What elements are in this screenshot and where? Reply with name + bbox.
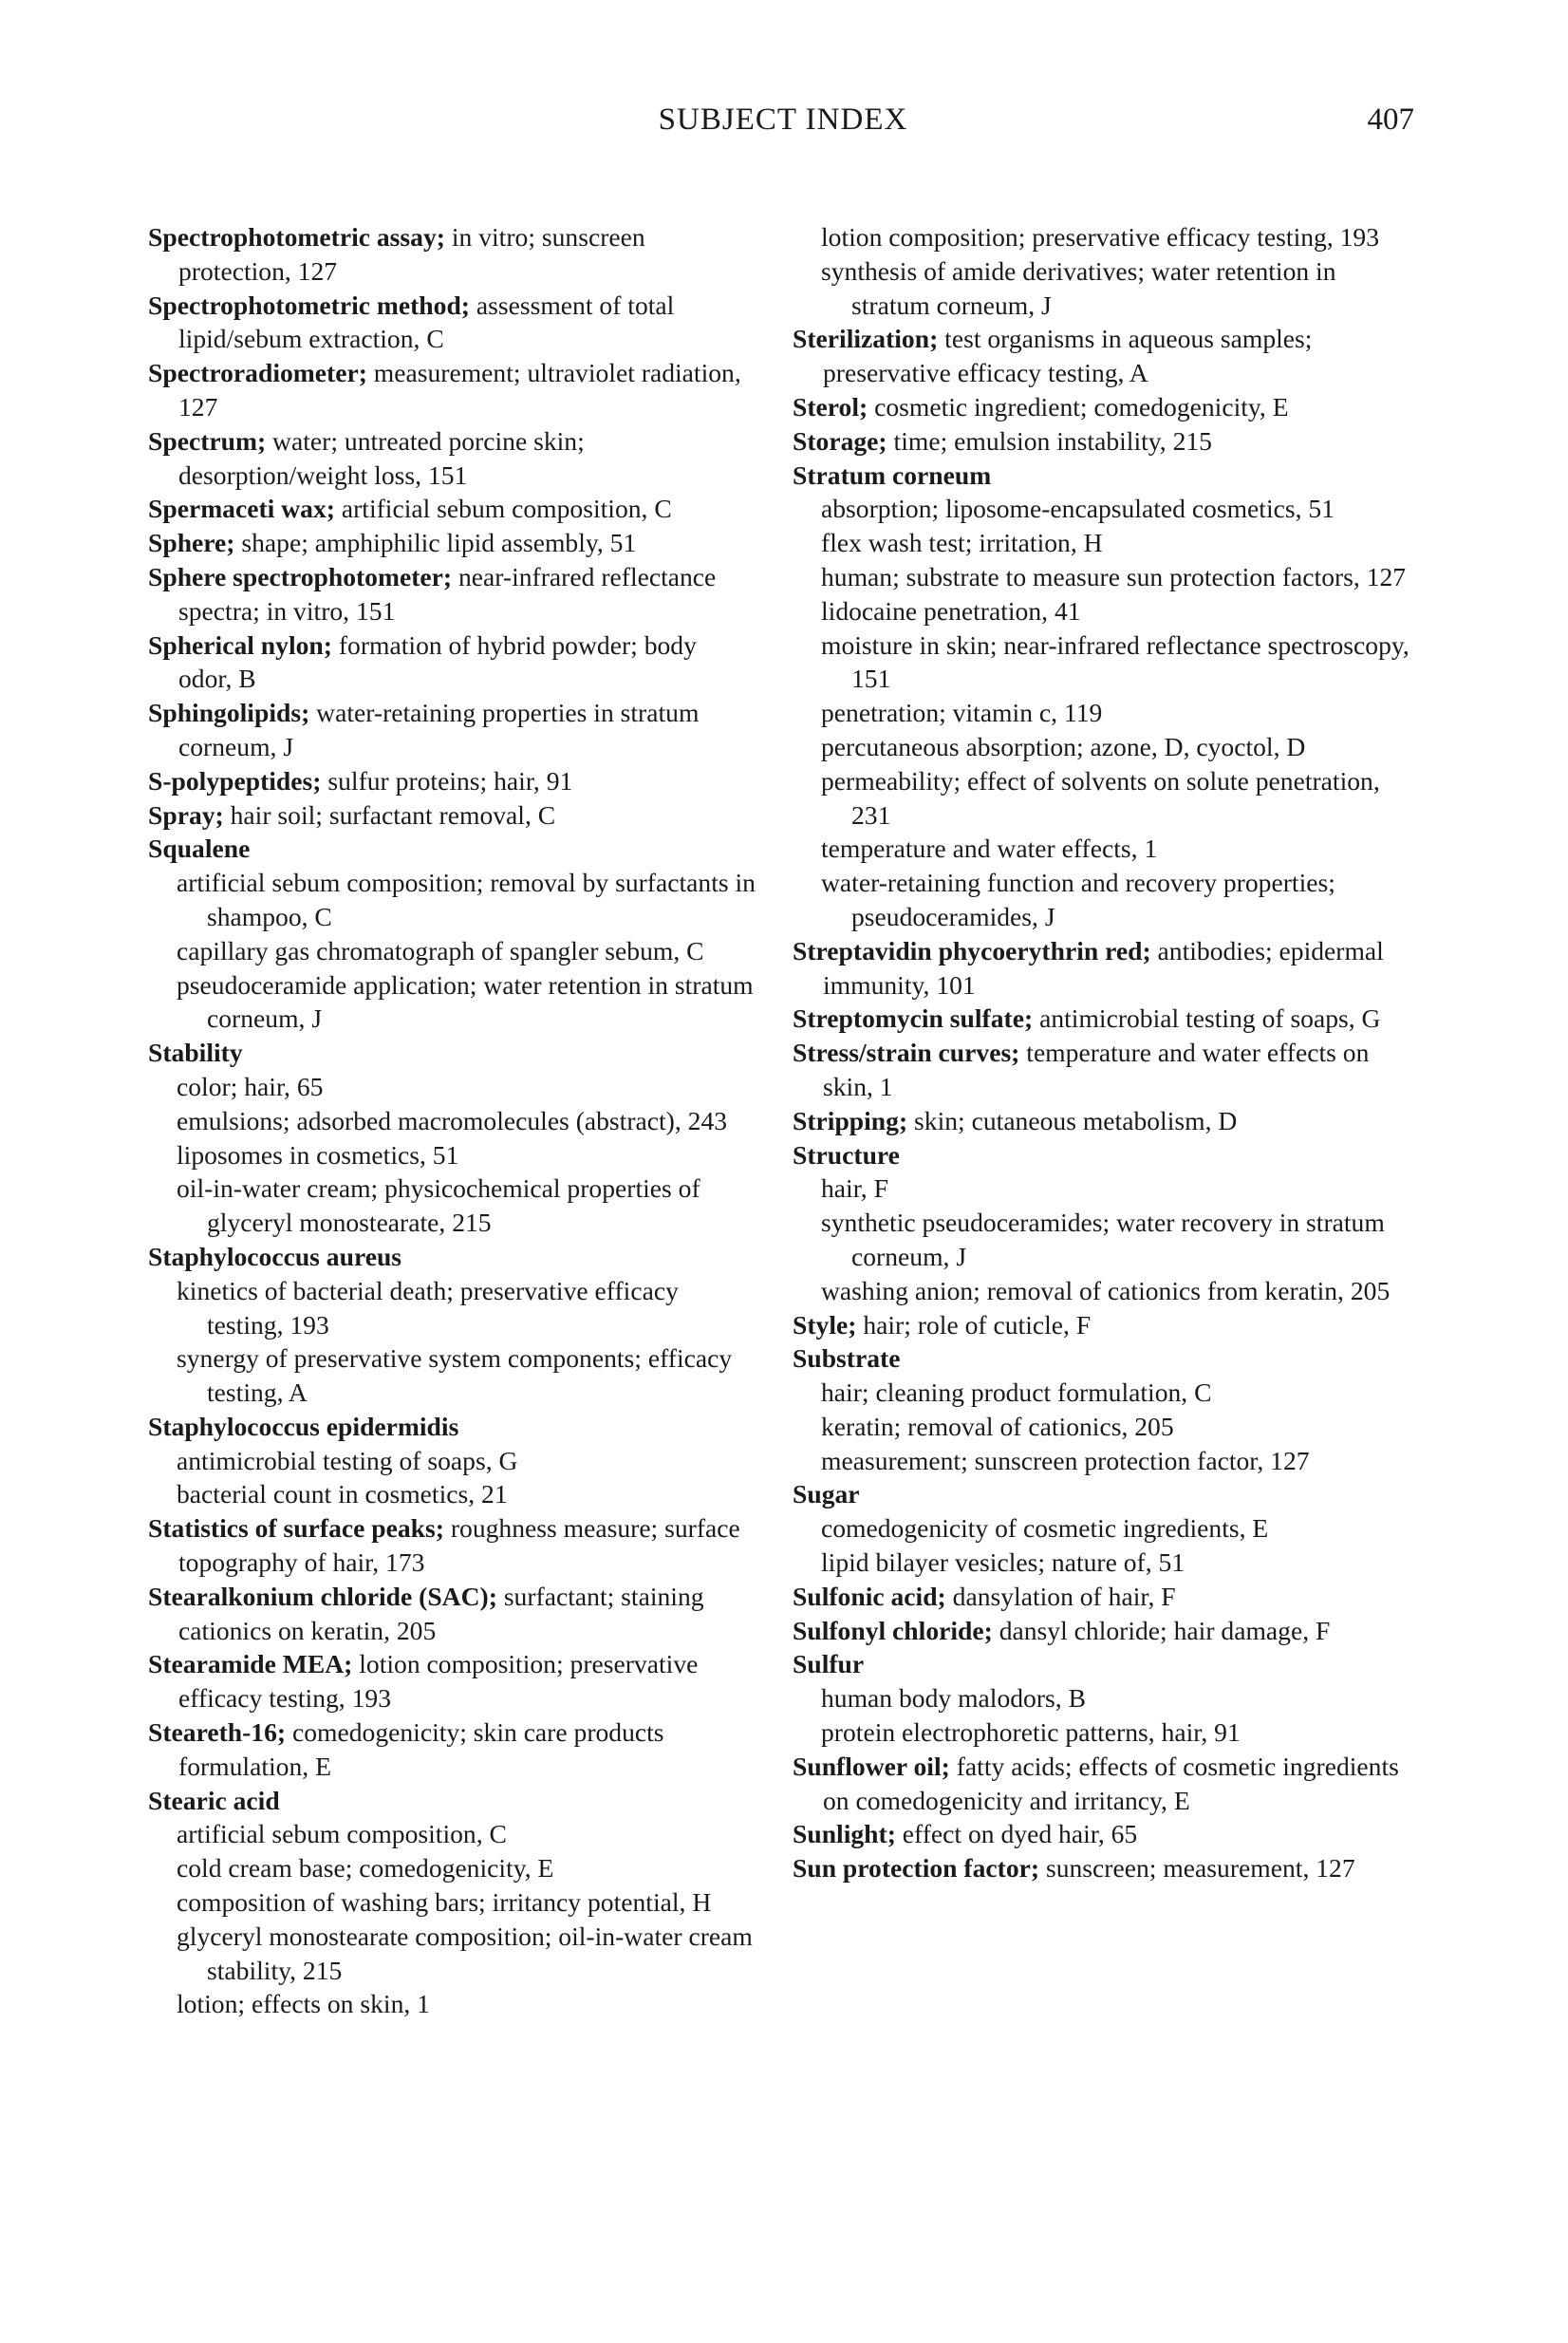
index-entry — [148, 1784, 756, 1818]
entry-text: near-infrared reflectance spectra; in vitro, 151 — [178, 561, 717, 626]
entry-heading: Spectrum; — [148, 425, 267, 456]
index-subentry — [793, 1172, 1419, 1206]
entry-text: hair; cleaning product formulation, C — [821, 1378, 1212, 1408]
index-subentry — [793, 628, 1419, 697]
entry-heading: Sugar — [793, 1479, 860, 1509]
entry-text: kinetics of bacterial death; preservative efficacy testing, 193 — [177, 1275, 679, 1340]
index-subentry — [148, 1341, 756, 1410]
index-entry — [148, 1240, 756, 1274]
index-subentry — [793, 1444, 1419, 1478]
entry-text: artificial sebum composition; removal by surfactants in shampoo, C — [177, 868, 756, 931]
entry-heading: Statistics of surface peaks; — [148, 1513, 444, 1544]
entry-heading: Spectrophotometric assay; — [148, 222, 445, 252]
entry-heading: Stearalkonium chloride (SAC); — [148, 1581, 497, 1611]
entry-heading: Sphere spectrophotometer; — [148, 561, 453, 591]
entry-heading: Storage; — [793, 425, 887, 456]
entry-heading: Sunflower oil; — [793, 1751, 950, 1781]
index-subentry — [148, 1138, 756, 1172]
entry-heading: Sulfur — [793, 1649, 865, 1679]
entry-heading: Steareth-16; — [148, 1717, 287, 1748]
index-entry — [148, 356, 756, 424]
entry-heading: Sun protection factor; — [793, 1853, 1040, 1884]
index-entry — [793, 1614, 1419, 1648]
entry-heading: Spray; — [148, 799, 224, 830]
index-subentry — [793, 1511, 1419, 1546]
entry-text: synergy of preservative system components; efficacy testing, A — [177, 1343, 733, 1408]
entry-heading: Sunlight; — [793, 1819, 896, 1849]
entry-text: fatty acids; effects of cosmetic ingredients on comedogenicity and irritancy, E — [823, 1751, 1399, 1815]
entry-text: washing anion; removal of cationics from keratin, 205 — [821, 1275, 1391, 1305]
index-entry — [148, 560, 756, 628]
entry-heading: Stress/strain curves; — [793, 1038, 1020, 1068]
entry-text: penetration; vitamin c, 119 — [821, 698, 1103, 728]
index-entry — [148, 526, 756, 560]
index-column-right — [793, 220, 1419, 1885]
entry-text: cold cream base; comedogenicity, E — [177, 1853, 554, 1884]
entry-text: shape; amphiphilic lipid assembly, 51 — [234, 528, 637, 558]
entry-heading: Sterilization; — [793, 324, 939, 354]
entry-heading: Streptomycin sulfate; — [793, 1003, 1034, 1034]
index-entry — [793, 1477, 1419, 1511]
entry-text: formation of hybrid powder; body odor, B — [178, 629, 697, 694]
entry-text: assessment of total lipid/sebum extraction, C — [178, 290, 675, 354]
entry-heading: Stripping; — [793, 1105, 908, 1135]
entry-text: hair; role of cuticle, F — [856, 1309, 1092, 1340]
index-subentry — [793, 1376, 1419, 1410]
entry-text: lotion composition; preservative efficacy testing, 193 — [178, 1649, 699, 1714]
page-number: 407 — [1367, 103, 1414, 137]
index-entry — [148, 628, 756, 697]
entry-heading: Sulfonic acid; — [793, 1581, 946, 1611]
entry-text: hair, F — [821, 1173, 888, 1204]
index-subentry — [793, 220, 1419, 254]
index-subentry — [148, 1104, 756, 1138]
entry-text: dansyl chloride; hair damage, F — [992, 1615, 1331, 1645]
index-entry — [793, 322, 1419, 390]
index-subentry — [148, 1987, 756, 2021]
index-entry — [793, 1580, 1419, 1614]
entry-text: lotion composition; preservative efficacy testing, 193 — [821, 222, 1380, 252]
entry-text: protein electrophoretic patterns, hair, 91 — [821, 1717, 1241, 1748]
entry-text: measurement; ultraviolet radiation, 127 — [178, 358, 741, 422]
entry-text: liposomes in cosmetics, 51 — [177, 1139, 459, 1170]
index-entry — [148, 1036, 756, 1070]
entry-heading: Substrate — [793, 1343, 901, 1374]
index-entry — [793, 424, 1419, 459]
index-entry — [793, 1817, 1419, 1851]
index-entry — [793, 1851, 1419, 1885]
entry-heading: S-polypeptides; — [148, 765, 322, 796]
index-subentry — [793, 696, 1419, 730]
entry-text: bacterial count in cosmetics, 21 — [177, 1479, 508, 1509]
index-subentry — [793, 1410, 1419, 1444]
index-entry — [148, 1580, 756, 1648]
index-subentry — [793, 560, 1419, 594]
index-entry — [148, 764, 756, 798]
entry-text: comedogenicity; skin care products formulation, E — [178, 1717, 664, 1781]
entry-text: dansylation of hair, F — [945, 1581, 1176, 1611]
entry-heading: Spermaceti wax; — [148, 494, 335, 524]
index-entry — [148, 1647, 756, 1715]
entry-heading: Stearic acid — [148, 1785, 280, 1815]
index-column-left — [148, 220, 756, 2021]
entry-text: skin; cutaneous metabolism, D — [907, 1105, 1238, 1135]
entry-heading: Stability — [148, 1038, 243, 1068]
index-subentry — [148, 1885, 756, 1920]
entry-heading: Sphere; — [148, 528, 235, 558]
entry-text: comedogenicity of cosmetic ingredients, E — [821, 1513, 1269, 1544]
entry-heading: Sphingolipids; — [148, 698, 310, 728]
index-entry — [148, 1511, 756, 1580]
index-subentry — [148, 1817, 756, 1851]
entry-text: artificial sebum composition, C — [334, 494, 672, 524]
index-entry — [148, 220, 756, 289]
entry-heading: Stratum corneum — [793, 459, 992, 490]
index-entry — [148, 424, 756, 493]
index-subentry — [148, 1274, 756, 1342]
entry-heading: Squalene — [148, 834, 251, 864]
index-subentry — [793, 764, 1419, 833]
index-subentry — [793, 492, 1419, 526]
entry-heading: Spherical nylon; — [148, 629, 332, 660]
index-entry — [148, 696, 756, 764]
entry-text: water; untreated porcine skin; desorption/weight loss, 151 — [178, 425, 585, 490]
entry-text: synthesis of amide derivatives; water retention in stratum corneum, J — [821, 255, 1336, 320]
index-subentry — [793, 1274, 1419, 1308]
entry-text: sunscreen; measurement, 127 — [1039, 1853, 1355, 1884]
entry-text: capillary gas chromatograph of spangler sebum, C — [177, 935, 704, 965]
entry-text: keratin; removal of cationics, 205 — [821, 1411, 1174, 1441]
index-subentry — [148, 1444, 756, 1478]
entry-heading: Spectroradiometer; — [148, 358, 367, 388]
index-subentry — [793, 832, 1419, 866]
index-entry — [793, 1341, 1419, 1376]
entry-text: emulsions; adsorbed macromolecules (abstract), 243 — [177, 1105, 728, 1135]
entry-text: lotion; effects on skin, 1 — [177, 1989, 430, 2019]
entry-text: pseudoceramide application; water retention in stratum corneum, J — [177, 969, 754, 1034]
index-entry — [148, 832, 756, 866]
entry-heading: Staphylococcus epidermidis — [148, 1411, 459, 1441]
entry-text: lidocaine penetration, 41 — [821, 595, 1081, 626]
entry-text: temperature and water effects, 1 — [821, 834, 1158, 864]
entry-text: antimicrobial testing of soaps, G — [177, 1445, 518, 1475]
entry-text: sulfur proteins; hair, 91 — [321, 765, 573, 796]
entry-text: moisture in skin; near-infrared reflectance spectroscopy, 151 — [821, 629, 1409, 694]
entry-heading: Sulfonyl chloride; — [793, 1615, 993, 1645]
entry-text: temperature and water effects on skin, 1 — [823, 1038, 1370, 1101]
index-subentry — [793, 1681, 1419, 1715]
index-entry — [793, 390, 1419, 424]
index-entry — [148, 289, 756, 357]
entry-text: human body malodors, B — [821, 1683, 1086, 1714]
entry-heading: Style; — [793, 1309, 857, 1340]
index-entry — [793, 1002, 1419, 1036]
entry-text: glyceryl monostearate composition; oil-in-water cream stability, 215 — [177, 1921, 753, 1985]
index-entry — [793, 934, 1419, 1003]
entry-heading: Structure — [793, 1139, 900, 1170]
entry-text: time; emulsion instability, 215 — [887, 425, 1212, 456]
entry-text: test organisms in aqueous samples; preservative efficacy testing, A — [823, 324, 1313, 388]
entry-heading: Streptavidin phycoerythrin red; — [793, 935, 1151, 965]
running-title: SUBJECT INDEX — [658, 103, 908, 137]
entry-text: roughness measure; surface topography of hair, 173 — [178, 1513, 740, 1578]
entry-text: composition of washing bars; irritancy potential, H — [177, 1887, 712, 1918]
index-entry — [148, 1715, 756, 1784]
entry-text: color; hair, 65 — [177, 1071, 324, 1101]
entry-text: in vitro; sunscreen protection, 127 — [178, 222, 645, 286]
index-entry — [793, 1104, 1419, 1138]
index-subentry — [793, 1206, 1419, 1274]
index-entry — [793, 1036, 1419, 1104]
index-subentry — [148, 866, 756, 934]
entry-text: percutaneous absorption; azone, D, cyoctol, D — [821, 731, 1306, 761]
index-entry — [793, 1647, 1419, 1681]
entry-text: measurement; sunscreen protection factor, 127 — [821, 1445, 1310, 1475]
index-subentry — [793, 730, 1419, 764]
entry-heading: Spectrophotometric method; — [148, 290, 470, 320]
entry-text: water-retaining properties in stratum corneum, J — [178, 698, 700, 761]
index-subentry — [148, 1070, 756, 1104]
entry-text: oil-in-water cream; physicochemical properties of glyceryl monostearate, 215 — [177, 1173, 700, 1238]
index-subentry — [148, 1920, 756, 1988]
index-subentry — [793, 866, 1419, 934]
index-subentry — [793, 526, 1419, 560]
index-entry — [148, 1410, 756, 1444]
index-subentry — [148, 1477, 756, 1511]
page-header — [152, 103, 1414, 144]
index-subentry — [148, 1851, 756, 1885]
entry-heading: Staphylococcus aureus — [148, 1241, 402, 1271]
entry-text: artificial sebum composition, C — [177, 1819, 507, 1849]
index-subentry — [793, 254, 1419, 323]
entry-text: water-retaining function and recovery properties; pseudoceramides, J — [821, 868, 1335, 931]
entry-text: flex wash test; irritation, H — [821, 528, 1103, 558]
index-subentry — [148, 934, 756, 968]
index-entry — [793, 459, 1419, 493]
index-subentry — [793, 594, 1419, 628]
entry-text: synthetic pseudoceramides; water recovery in stratum corneum, J — [821, 1208, 1385, 1271]
index-entry — [793, 1138, 1419, 1172]
entry-heading: Stearamide MEA; — [148, 1649, 353, 1679]
index-subentry — [793, 1546, 1419, 1580]
index-subentry — [148, 968, 756, 1037]
entry-text: lipid bilayer vesicles; nature of, 51 — [821, 1547, 1185, 1578]
index-subentry — [793, 1715, 1419, 1750]
entry-text: hair soil; surfactant removal, C — [223, 799, 556, 830]
entry-text: antibodies; epidermal immunity, 101 — [823, 935, 1384, 1000]
index-subentry — [148, 1172, 756, 1240]
entry-text: absorption; liposome-encapsulated cosmetics, 51 — [821, 494, 1335, 524]
entry-heading: Sterol; — [793, 391, 868, 422]
index-entry — [148, 798, 756, 833]
entry-text: antimicrobial testing of soaps, G — [1033, 1003, 1381, 1034]
entry-text: effect on dyed hair, 65 — [895, 1819, 1138, 1849]
entry-text: human; substrate to measure sun protection factors, 127 — [821, 561, 1407, 591]
index-entry — [793, 1308, 1419, 1342]
entry-text: cosmetic ingredient; comedogenicity, E — [868, 391, 1289, 422]
index-entry — [148, 492, 756, 526]
index-entry — [793, 1750, 1419, 1818]
entry-text: surfactant; staining cationics on keratin, 205 — [178, 1581, 704, 1645]
entry-text: permeability; effect of solvents on solute penetration, 231 — [821, 765, 1380, 830]
